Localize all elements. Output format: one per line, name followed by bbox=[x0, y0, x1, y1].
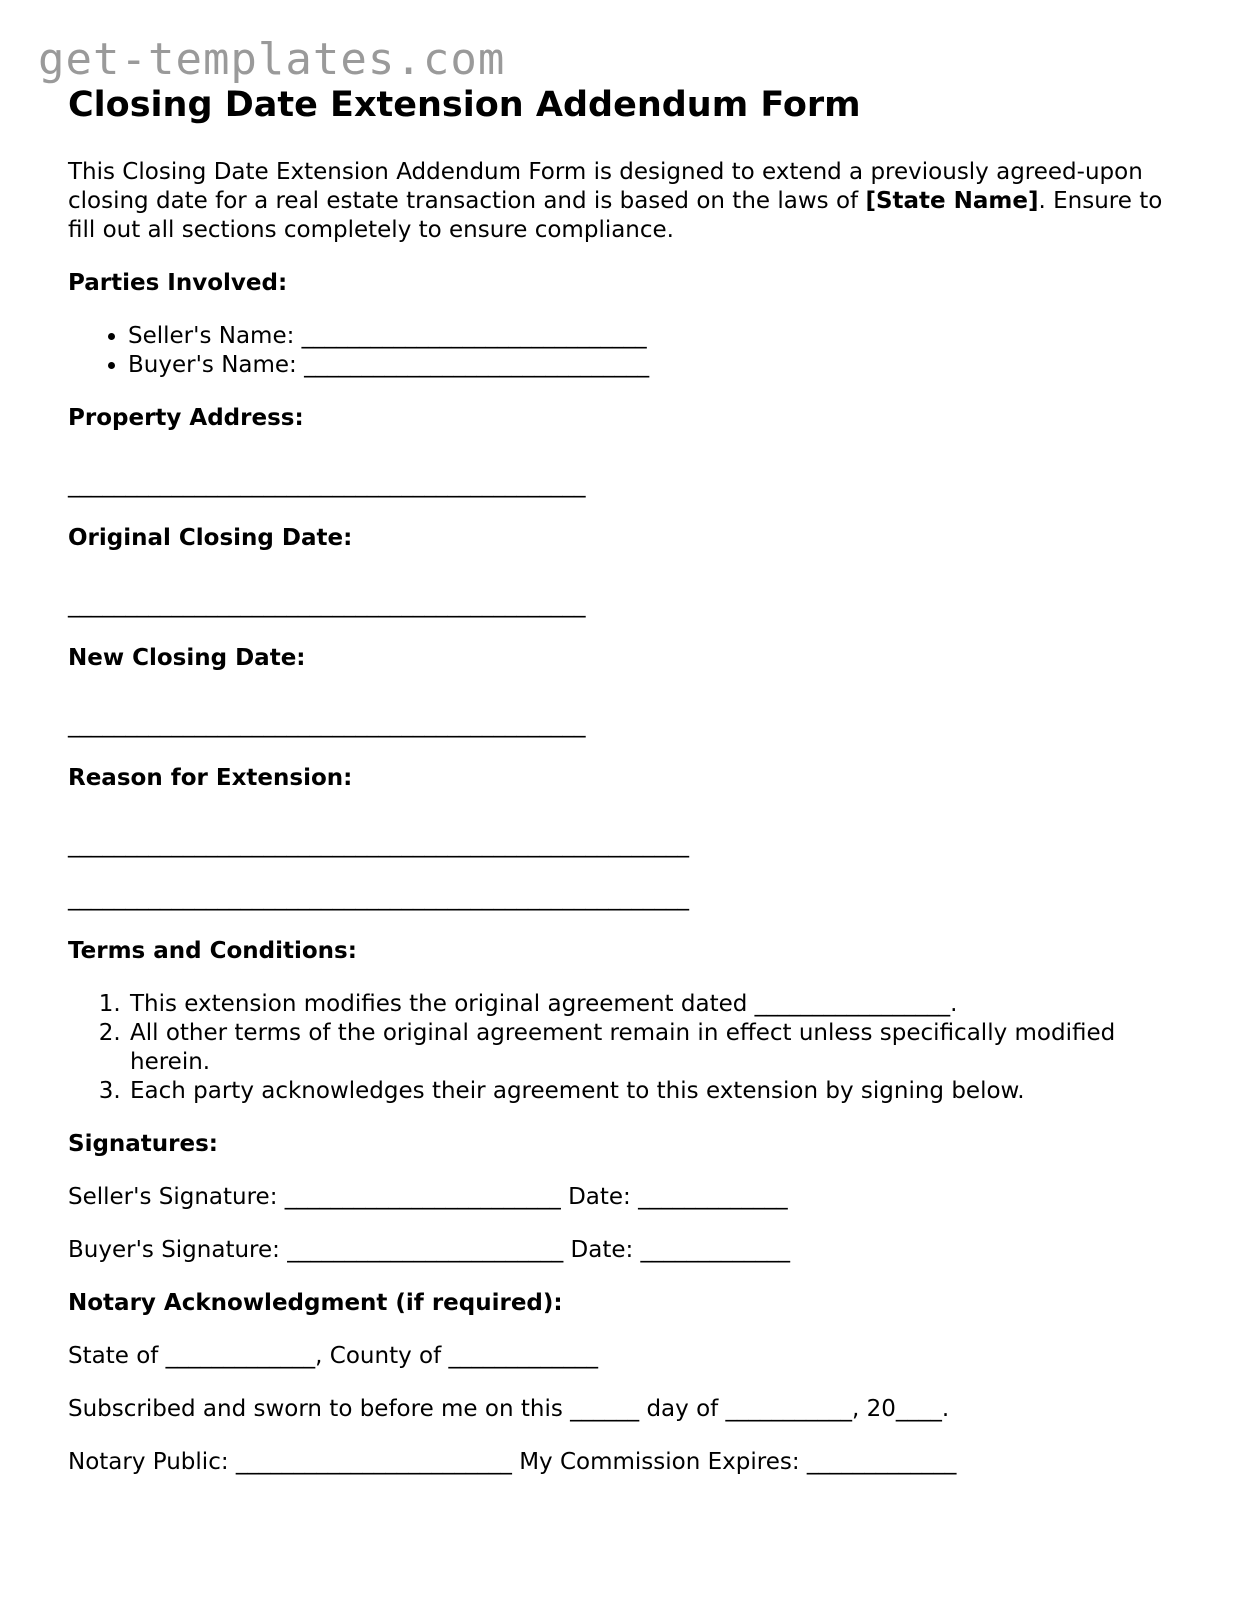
buyer-name-field[interactable]: • Buyer's Name: ______________________________ bbox=[128, 351, 1188, 380]
original-closing-date-heading: Original Closing Date: bbox=[68, 525, 353, 551]
original-closing-date-field[interactable]: _____________________________________________ bbox=[68, 592, 586, 618]
terms-list bbox=[68, 990, 1188, 1106]
intro-text-2: . Ensure to fill out all sections completely to ensure compliance. bbox=[68, 188, 1163, 243]
page-title: Closing Date Extension Addendum Form bbox=[68, 85, 861, 125]
terms-heading: Terms and Conditions: bbox=[68, 938, 357, 964]
document-page bbox=[68, 84, 1188, 1477]
notary-heading: Notary Acknowledgment (if required): bbox=[68, 1290, 563, 1316]
term-item: 3. Each party acknowledges their agreement to this extension by signing below. bbox=[128, 1077, 1188, 1106]
property-address-heading: Property Address: bbox=[68, 405, 304, 431]
notary-public-line[interactable]: Notary Public: ________________________ My Commission Expires: _____________ bbox=[68, 1449, 957, 1475]
notary-sworn-line[interactable]: Subscribed and sworn to before me on this ______ day of ___________, 20____. bbox=[68, 1396, 950, 1422]
term-item: 2. All other terms of the original agreement remain in effect unless specifically modified herein. bbox=[128, 1019, 1188, 1077]
reason-heading: Reason for Extension: bbox=[68, 765, 353, 791]
parties-list bbox=[68, 322, 1188, 380]
new-closing-date-field[interactable]: _____________________________________________ bbox=[68, 712, 586, 738]
parties-heading: Parties Involved: bbox=[68, 270, 288, 296]
watermark: get-templates.com bbox=[38, 34, 506, 85]
intro-paragraph bbox=[68, 158, 1188, 245]
signatures-heading: Signatures: bbox=[68, 1131, 219, 1157]
reason-field-1[interactable]: ______________________________________________________ bbox=[68, 832, 689, 858]
state-name-placeholder: [State Name] bbox=[865, 188, 1039, 214]
seller-name-field[interactable]: • Seller's Name: ______________________________ bbox=[128, 322, 1188, 351]
seller-signature-line[interactable]: Seller's Signature: ________________________ Date: _____________ bbox=[68, 1184, 788, 1210]
reason-field-2[interactable]: ______________________________________________________ bbox=[68, 885, 689, 911]
buyer-signature-line[interactable]: Buyer's Signature: ________________________ Date: _____________ bbox=[68, 1237, 791, 1263]
notary-state-county-line[interactable]: State of _____________, County of _____________ bbox=[68, 1343, 598, 1369]
new-closing-date-heading: New Closing Date: bbox=[68, 645, 306, 671]
property-address-field[interactable]: _____________________________________________ bbox=[68, 472, 586, 498]
term-item: 1. This extension modifies the original agreement dated _________________. bbox=[128, 990, 1188, 1019]
intro-text-1: This Closing Date Extension Addendum Form is designed to extend a previously agreed-upon closing date for a real estate transaction and is based on the laws of bbox=[68, 159, 1143, 214]
